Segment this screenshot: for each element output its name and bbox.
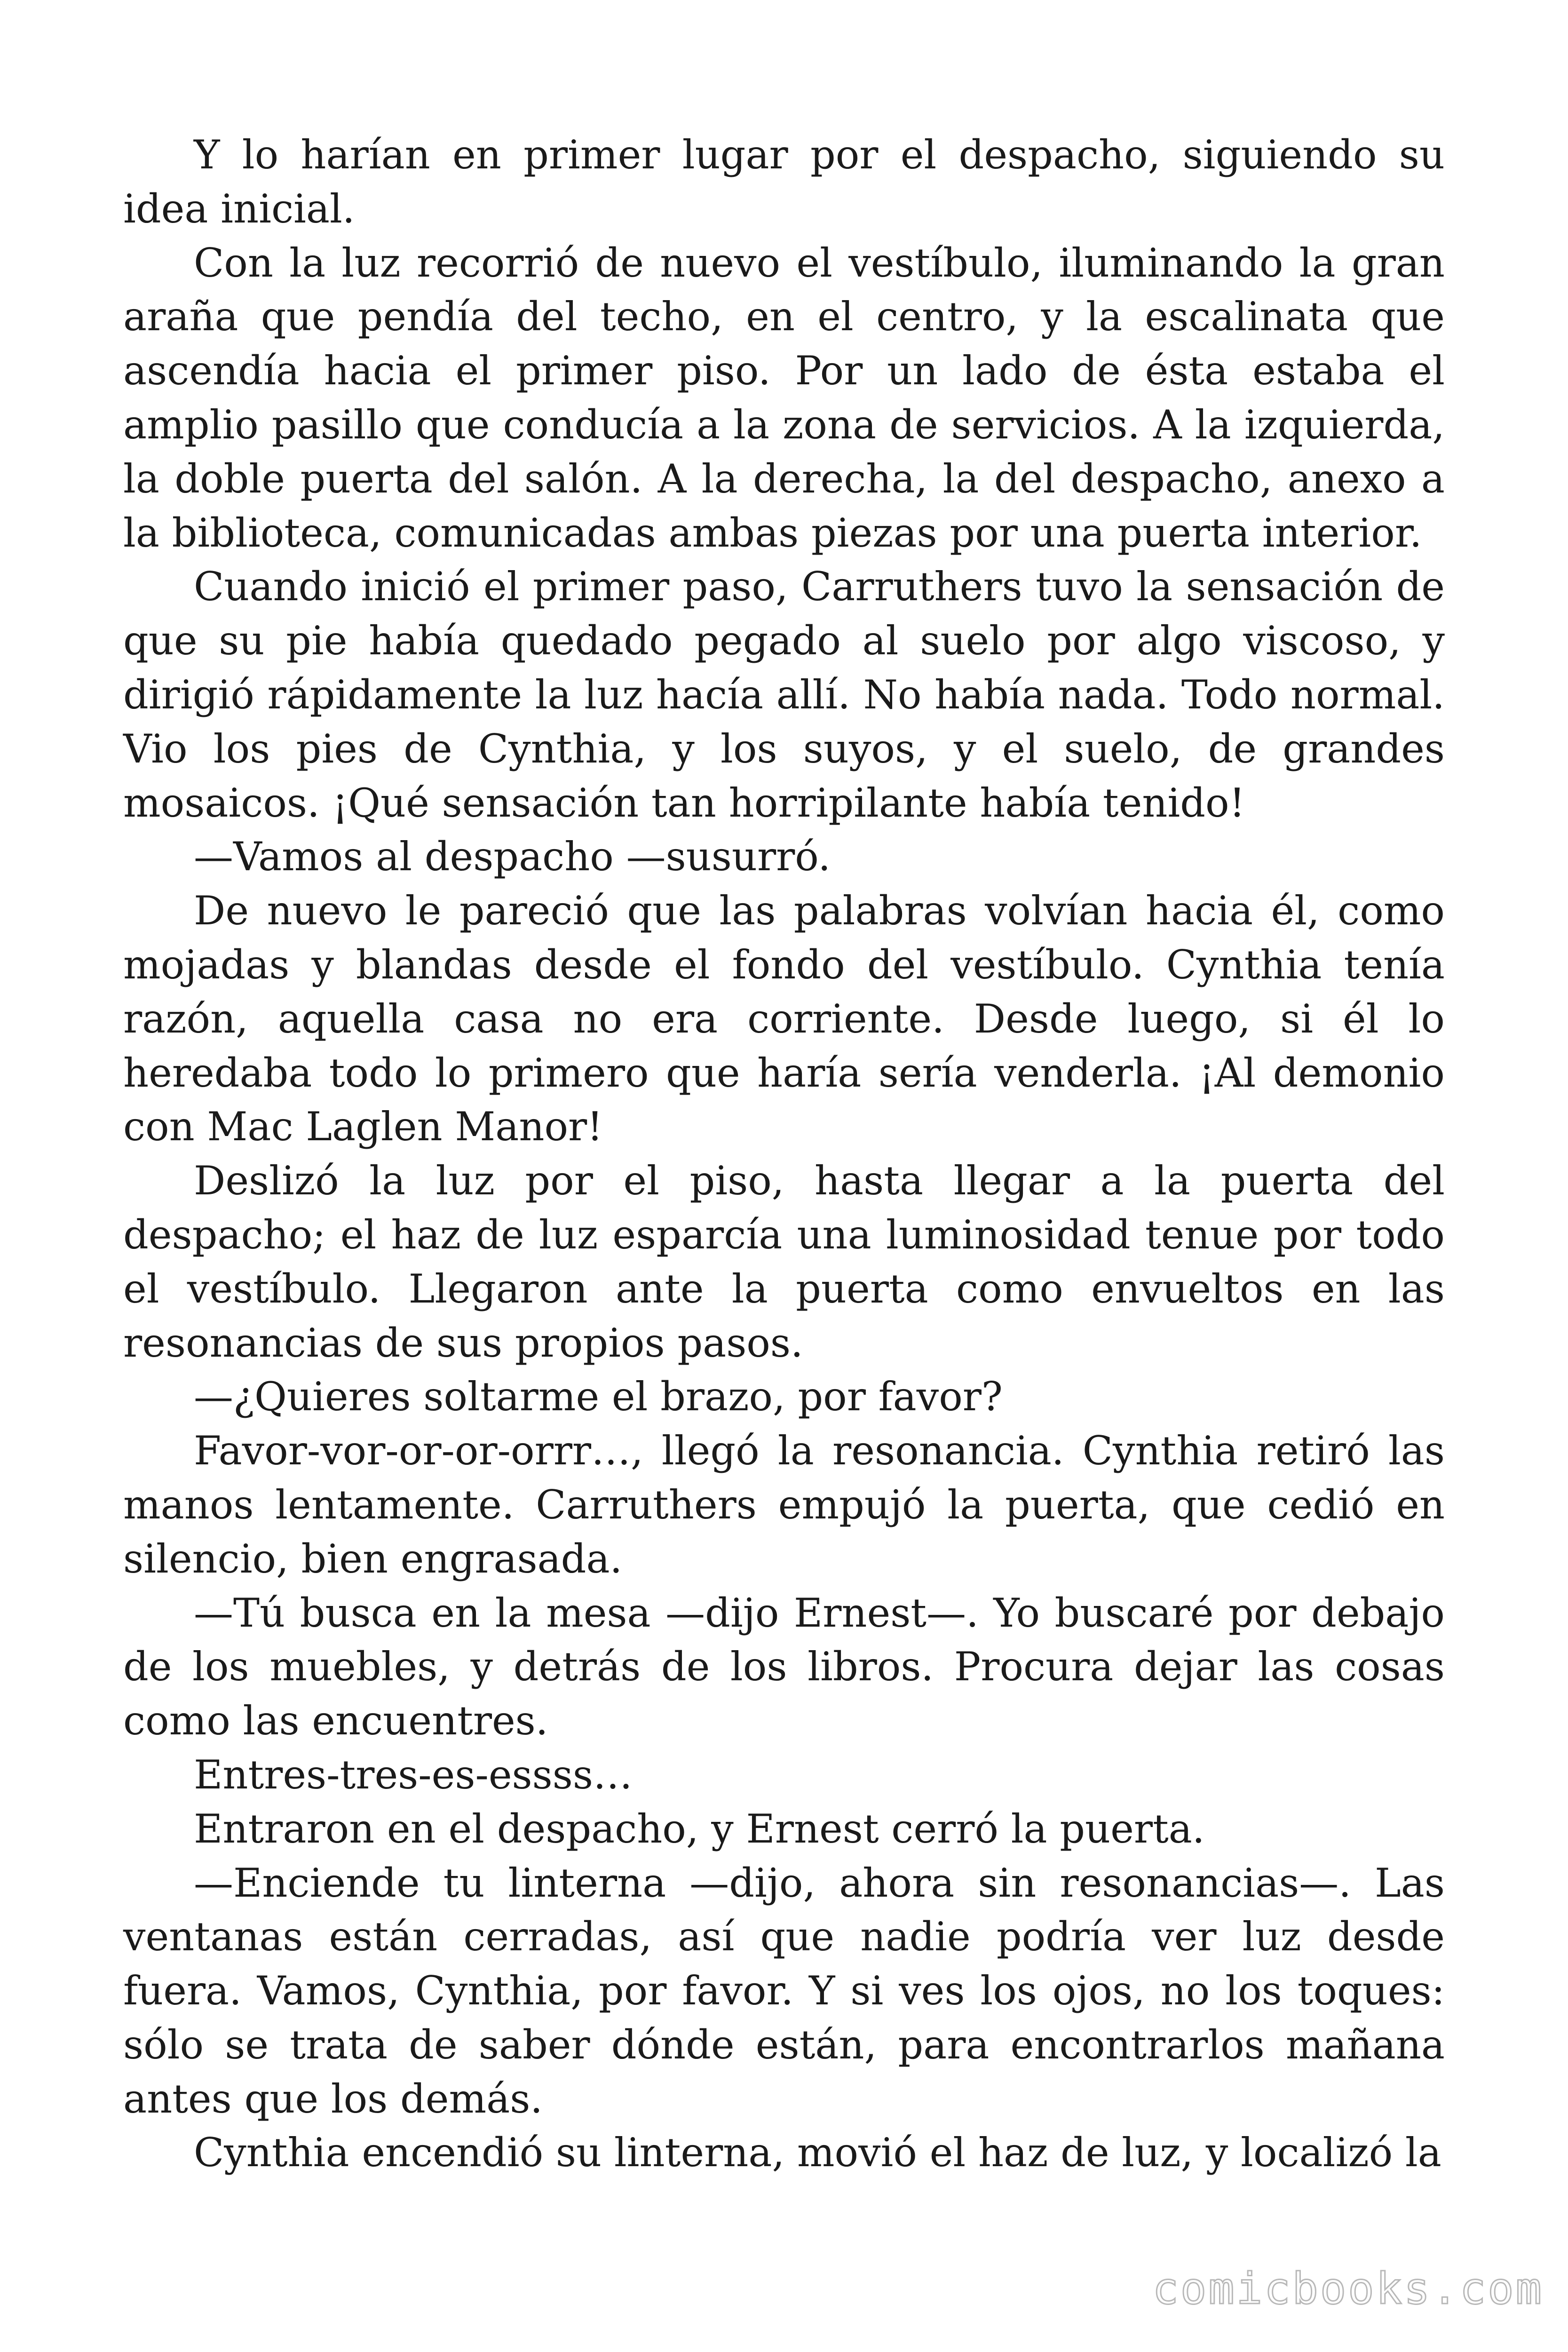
paragraph: —Tú busca en la mesa —dijo Ernest—. Yo buscaré por debajo de los muebles, y detrás de los libros. Procura dejar las cosas como las encuentres. (123, 1589, 1445, 1744)
paragraph: —Vamos al despacho —susurró. (194, 834, 831, 880)
body-text (123, 128, 1445, 2180)
paragraph: —Enciende tu linterna —dijo, ahora sin resonancias—. Las ventanas están cerradas, así que nadie podría ver luz desde fuera. Vamos, Cynthia, por favor. Y si ves los ojos, no los toques: sólo se trata de saber dónde están, para encontrarlos mañana antes que los demás. (123, 1859, 1445, 2122)
paragraph: —¿Quieres soltarme el brazo, por favor? (194, 1374, 1003, 1420)
paragraph: Con la luz recorrió de nuevo el vestíbulo, iluminando la gran araña que pendía del techo, en el centro, y la escalinata que ascendía hacia el primer piso. Por un lado de ésta estaba el amplio pasillo que conducía a la zona de servicios. A la izquierda, la doble puerta del salón. A la derecha, la del despacho, anexo a la biblioteca, comunicadas ambas piezas por una puerta interior. (123, 239, 1445, 556)
paragraph: Y lo harían en primer lugar por el despacho, siguiendo su idea inicial. (123, 132, 1445, 232)
paragraph: De nuevo le pareció que las palabras volvían hacia él, como mojadas y blandas desde el fondo del vestíbulo. Cynthia tenía razón, aquella casa no era corriente. Desde luego, si él lo heredaba todo lo primero que haría sería venderla. ¡Al demonio con Mac Laglen Manor! (123, 888, 1445, 1150)
paragraph: Cuando inició el primer paso, Carruthers tuvo la sensación de que su pie había quedado pegado al suelo por algo viscoso, y dirigió rápidamente la luz hacía allí. No había nada. Todo normal. Vio los pies de Cynthia, y los suyos, y el suelo, de grandes mosaicos. ¡Qué sensación tan horripilante había tenido! (123, 564, 1445, 826)
paragraph: Entraron en el despacho, y Ernest cerró la puerta. (194, 1805, 1205, 1852)
paragraph: Favor-vor-or-or-orrr…, llegó la resonancia. Cynthia retiró las manos lentamente. Carruthers empujó la puerta, que cedió en silencio, bien engrasada. (123, 1428, 1445, 1582)
paragraph: Cynthia encendió su linterna, movió el haz de luz, y localizó la (194, 2130, 1441, 2176)
paragraph: Deslizó la luz por el piso, hasta llegar a la puerta del despacho; el haz de luz esparcía una luminosidad tenue por todo el vestíbulo. Llegaron ante la puerta como envueltos en las resonancias de sus propios pasos. (123, 1158, 1445, 1366)
watermark: comicbooks.com (1152, 2264, 1544, 2314)
paragraph: Entres-tres-es-essss… (194, 1751, 633, 1798)
